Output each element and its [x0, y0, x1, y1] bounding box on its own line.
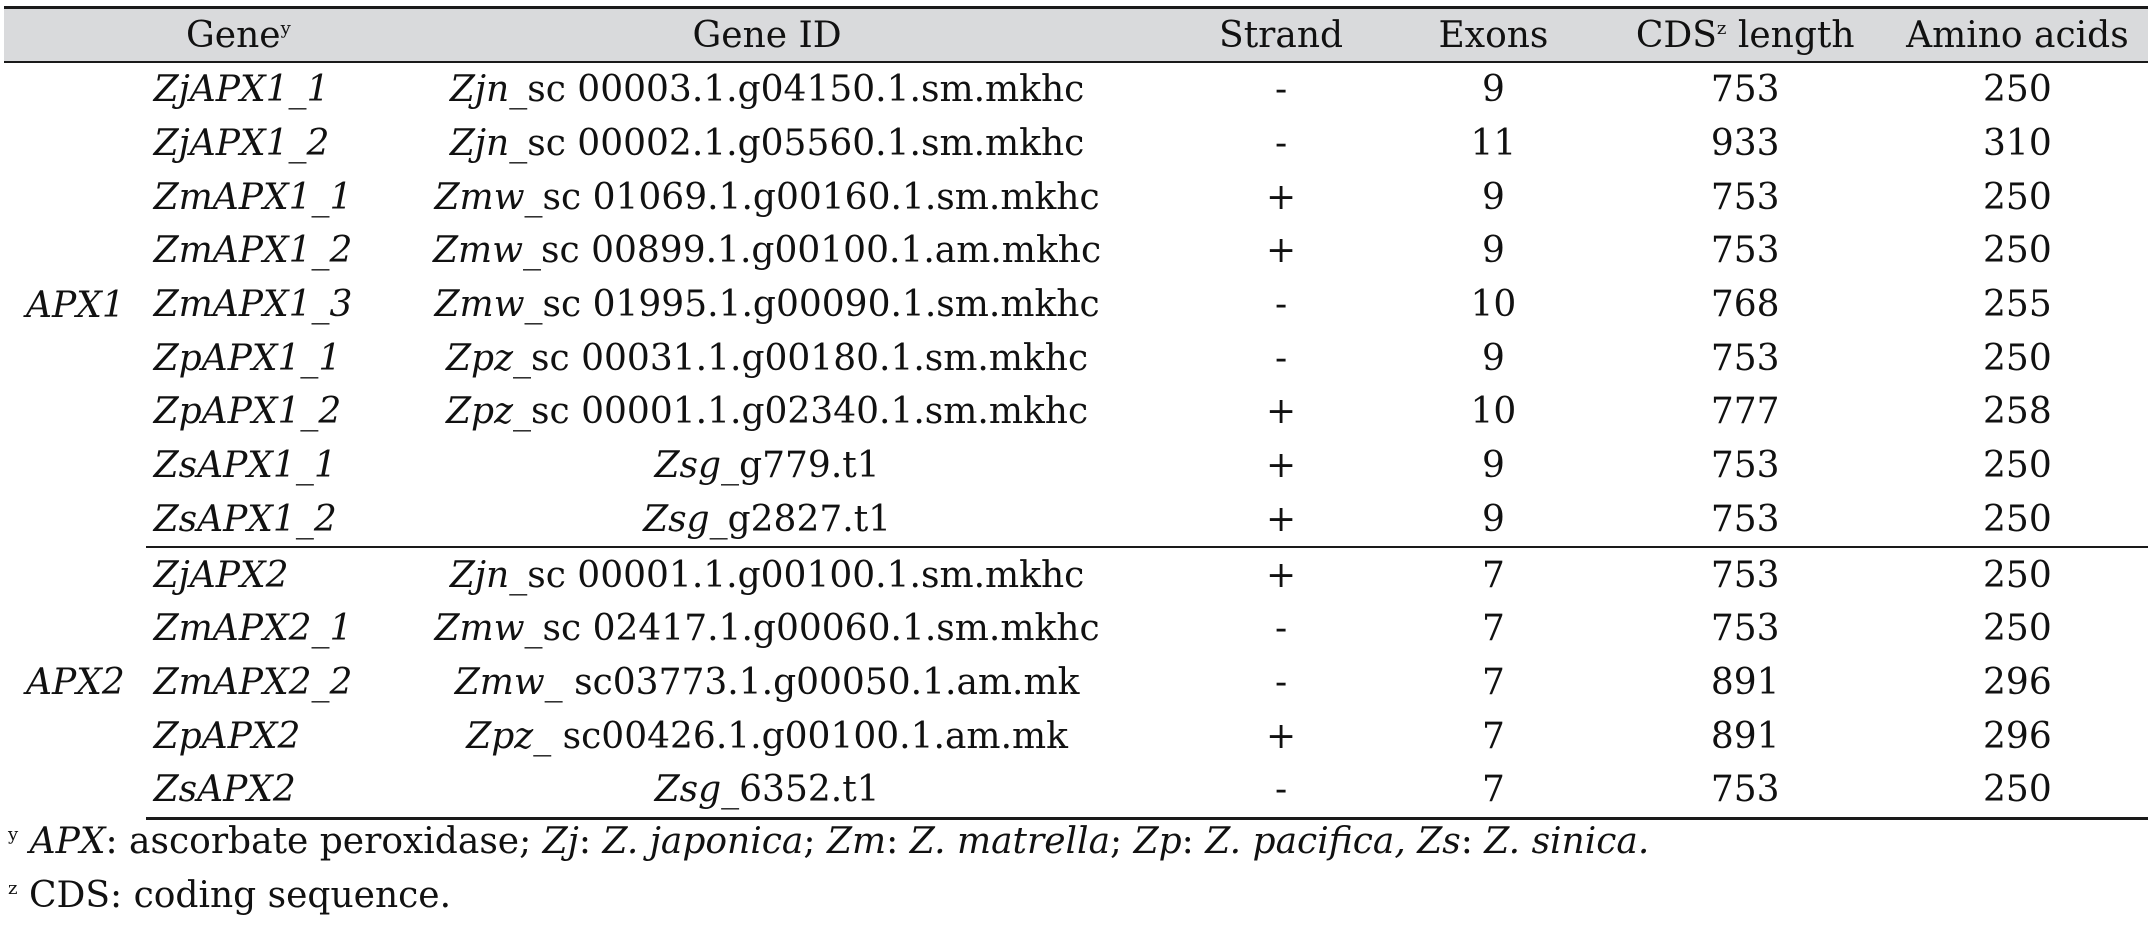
table-row — [4, 763, 2148, 818]
strand-cell: + — [1265, 554, 1297, 596]
gene-id-cell — [355, 547, 1178, 602]
gene-id-prefix: Zsg_ — [654, 769, 740, 811]
group-apx1 — [4, 62, 2148, 547]
gene-id-rest: sc 01995.1.g00090.1.sm.mkhc — [542, 284, 1100, 326]
table-row — [4, 170, 2148, 224]
table-row — [4, 656, 2148, 710]
table-row — [4, 439, 2148, 493]
strand-cell: - — [1274, 337, 1288, 379]
footnote-text: ; — [803, 821, 827, 862]
footnote-text: Z. japonica — [602, 821, 804, 862]
group-label: APX1 — [26, 284, 125, 326]
group-apx2 — [4, 547, 2148, 818]
apx-gene-table — [4, 6, 2148, 820]
gene-id-cell — [355, 224, 1178, 278]
cds-length-cell: 753 — [1604, 763, 1887, 818]
amino-acids-cell: 250 — [1983, 337, 2052, 379]
footnote-text: Z. pacifica, Zs — [1205, 821, 1461, 862]
gene-name-cell: ZmAPX2_1 — [153, 608, 353, 650]
footnote-text: : — [1181, 821, 1206, 862]
cds-length-cell: 753 — [1710, 608, 1780, 650]
gene-id-cell — [355, 709, 1178, 763]
strand-cell: - — [1274, 123, 1288, 165]
amino-acids-cell: 250 — [1983, 176, 2052, 218]
exons-cell: 9 — [1481, 69, 1505, 111]
footnote-mark: y — [8, 824, 19, 845]
gene-name-cell: ZsAPX2 — [146, 763, 356, 818]
table-row — [4, 278, 2148, 332]
gene-id-rest: sc 01069.1.g00160.1.sm.mkhc — [542, 176, 1100, 218]
cds-length-cell: 753 — [1710, 230, 1780, 272]
gene-id-prefix: Zsg_ — [643, 498, 728, 540]
cds-length-cell: 933 — [1710, 123, 1780, 165]
footnote-text: Zj — [542, 821, 579, 862]
gene-id-cell — [355, 331, 1178, 385]
table-row — [4, 62, 2148, 117]
header-cds-length — [1604, 8, 1887, 63]
exons-cell: 9 — [1481, 230, 1505, 272]
gene-id-cell — [355, 493, 1178, 548]
gene-id-prefix: Zmw_ — [433, 230, 542, 272]
footnote-y — [8, 815, 1649, 869]
gene-name-cell: ZsAPX1_2 — [146, 493, 356, 548]
gene-name-cell: ZjAPX2 — [153, 554, 289, 596]
strand-cell: + — [1179, 493, 1384, 548]
strand-cell: - — [1179, 763, 1384, 818]
header-strand: Strand — [1219, 14, 1344, 56]
header-amino-acids: Amino acids — [1906, 14, 2129, 56]
footnote-text: : — [1460, 821, 1485, 862]
gene-name-cell: ZjAPX1_1 — [153, 69, 330, 111]
exons-cell: 9 — [1481, 176, 1505, 218]
gene-id-prefix: Zjn_ — [449, 123, 528, 165]
amino-acids-cell: 250 — [1983, 445, 2052, 487]
gene-name-cell: ZmAPX2_2 — [153, 661, 353, 703]
header-gene-id: Gene ID — [692, 14, 842, 56]
gene-id-rest: sc 00003.1.g04150.1.sm.mkhc — [527, 69, 1085, 111]
header-gene-footnote-mark: y — [280, 17, 291, 39]
gene-name-cell: ZpAPX1_2 — [153, 391, 342, 433]
strand-cell: + — [1265, 391, 1297, 433]
cds-length-cell: 753 — [1710, 554, 1780, 596]
footnote-text: : — [886, 821, 910, 862]
gene-id-cell — [355, 117, 1178, 171]
header-gene-label: Gene — [186, 14, 281, 56]
amino-acids-cell: 250 — [1983, 230, 2052, 272]
table-row — [4, 709, 2148, 763]
amino-acids-cell: 296 — [1983, 715, 2052, 757]
amino-acids-cell: 250 — [1887, 763, 2148, 818]
footnote-text: ; — [1110, 821, 1134, 862]
gene-id-prefix: Zmw_ — [454, 661, 563, 703]
gene-name-cell: ZjAPX1_2 — [153, 123, 330, 165]
gene-id-prefix: Zmw_ — [434, 608, 543, 650]
gene-id-cell — [355, 602, 1178, 656]
gene-id-prefix: Zmw_ — [434, 284, 543, 326]
footnote-text: Zm — [826, 821, 887, 862]
exons-cell: 11 — [1470, 123, 1517, 165]
amino-acids-cell: 250 — [1983, 608, 2052, 650]
footnotes — [8, 815, 1649, 923]
amino-acids-cell: 250 — [1983, 69, 2052, 111]
strand-cell: + — [1265, 176, 1297, 218]
gene-id-prefix: Zmw_ — [434, 176, 543, 218]
gene-id-cell — [355, 278, 1178, 332]
footnote-text: Zp — [1133, 821, 1182, 862]
header-gene — [4, 8, 355, 63]
gene-id-rest: sc 02417.1.g00060.1.sm.mkhc — [542, 608, 1100, 650]
amino-acids-cell: 250 — [1983, 554, 2052, 596]
header-cds-suffix: length — [1726, 14, 1855, 56]
gene-id-rest: g2827.t1 — [727, 498, 892, 540]
exons-cell: 10 — [1470, 391, 1517, 433]
gene-id-prefix: Zjn_ — [449, 554, 528, 596]
gene-id-cell — [355, 385, 1178, 439]
strand-cell: + — [1265, 445, 1297, 487]
table-row — [4, 224, 2148, 278]
table-row — [4, 331, 2148, 385]
cds-length-cell: 777 — [1710, 391, 1780, 433]
cds-length-cell: 753 — [1710, 176, 1780, 218]
gene-name-cell: ZsAPX1_1 — [153, 445, 337, 487]
strand-cell: - — [1274, 69, 1288, 111]
gene-id-cell — [355, 439, 1178, 493]
strand-cell: + — [1265, 230, 1297, 272]
exons-cell: 10 — [1470, 284, 1517, 326]
table-row — [4, 493, 2148, 548]
cds-length-cell: 753 — [1710, 445, 1780, 487]
amino-acids-cell: 255 — [1983, 284, 2052, 326]
strand-cell: - — [1274, 608, 1288, 650]
exons-cell: 7 — [1481, 608, 1505, 650]
exons-cell: 9 — [1383, 493, 1603, 548]
header-cds-footnote-mark: z — [1716, 17, 1727, 39]
gene-name-cell: ZpAPX2 — [153, 715, 301, 757]
amino-acids-cell: 296 — [1983, 661, 2052, 703]
strand-cell: - — [1274, 661, 1288, 703]
gene-id-cell — [355, 763, 1178, 818]
gene-id-rest: sc 00002.1.g05560.1.sm.mkhc — [527, 123, 1085, 165]
gene-name-cell: ZpAPX1_1 — [153, 337, 342, 379]
cds-length-cell: 753 — [1710, 69, 1780, 111]
table-row — [4, 547, 2148, 602]
gene-id-cell — [355, 62, 1178, 117]
footnote-text: Z. sinica. — [1484, 821, 1650, 862]
cds-length-cell: 891 — [1710, 661, 1780, 703]
table-header — [4, 8, 2148, 63]
gene-id-rest: sc00426.1.g00100.1.am.mk — [551, 715, 1068, 757]
cds-length-cell: 768 — [1710, 284, 1780, 326]
footnote-text: : — [578, 821, 603, 862]
strand-cell: - — [1274, 284, 1288, 326]
gene-name-cell: ZmAPX1_3 — [153, 284, 353, 326]
exons-cell: 7 — [1481, 554, 1505, 596]
gene-id-rest: sc 00001.1.g02340.1.sm.mkhc — [531, 391, 1089, 433]
gene-id-rest: sc 00899.1.g00100.1.am.mkhc — [541, 230, 1102, 272]
header-exons: Exons — [1438, 14, 1549, 56]
cds-length-cell: 891 — [1710, 715, 1780, 757]
cds-length-cell: 753 — [1710, 337, 1780, 379]
gene-id-prefix: Zpz_ — [446, 337, 532, 379]
gene-id-prefix: Zpz_ — [466, 715, 552, 757]
gene-id-prefix: Zpz_ — [446, 391, 532, 433]
footnote-text: : ascorbate peroxidase; — [105, 821, 543, 862]
gene-name-cell: ZmAPX1_2 — [153, 230, 353, 272]
gene-id-rest: 6352.t1 — [739, 769, 880, 811]
exons-cell: 9 — [1481, 445, 1505, 487]
gene-name-cell: ZmAPX1_1 — [153, 176, 353, 218]
gene-id-rest: sc 00031.1.g00180.1.sm.mkhc — [531, 337, 1089, 379]
amino-acids-cell: 258 — [1983, 391, 2052, 433]
exons-cell: 7 — [1383, 763, 1603, 818]
gene-id-cell — [355, 170, 1178, 224]
amino-acids-cell: 250 — [1887, 493, 2148, 548]
footnote-z — [8, 869, 1649, 923]
footnote-text: Z. matrella — [909, 821, 1111, 862]
exons-cell: 9 — [1481, 337, 1505, 379]
cds-length-cell: 753 — [1604, 493, 1887, 548]
footnote-mark: z — [8, 878, 18, 899]
amino-acids-cell: 310 — [1983, 123, 2052, 165]
header-cds-label: CDS — [1635, 14, 1717, 56]
exons-cell: 7 — [1481, 715, 1505, 757]
table-row — [4, 117, 2148, 171]
strand-cell: + — [1265, 715, 1297, 757]
header-row — [4, 8, 2148, 63]
gene-id-rest: g779.t1 — [739, 445, 880, 487]
gene-id-prefix: Zjn_ — [449, 69, 528, 111]
footnote-text: CDS: coding sequence. — [28, 875, 452, 916]
gene-id-prefix: Zsg_ — [654, 445, 740, 487]
gene-id-cell — [355, 656, 1178, 710]
footnote-text: APX — [29, 821, 106, 862]
exons-cell: 7 — [1481, 661, 1505, 703]
table-row — [4, 385, 2148, 439]
gene-id-rest: sc03773.1.g00050.1.am.mk — [562, 661, 1080, 703]
table-row — [4, 602, 2148, 656]
group-label: APX2 — [26, 662, 125, 704]
gene-id-rest: sc 00001.1.g00100.1.sm.mkhc — [527, 554, 1085, 596]
